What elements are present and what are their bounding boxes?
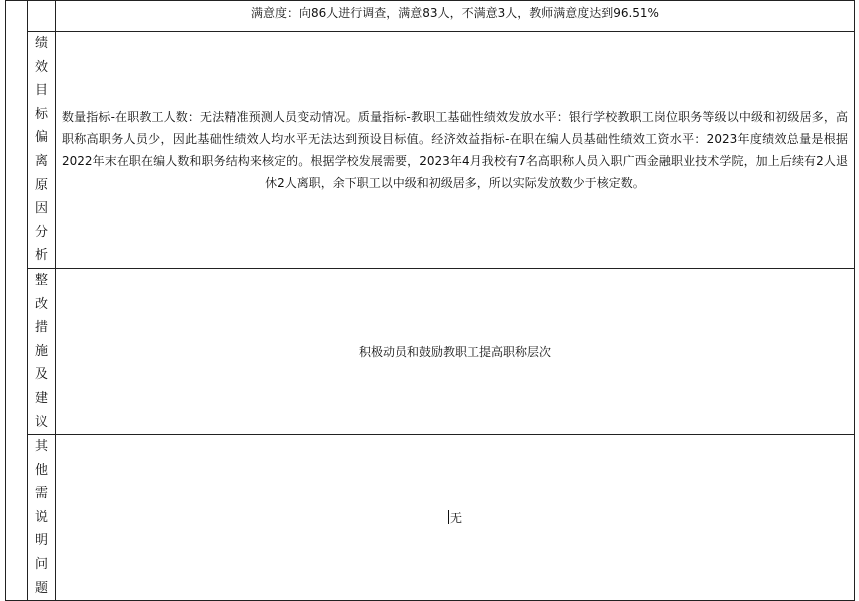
vertical-label xyxy=(28,32,55,268)
label-char: 建 xyxy=(34,390,48,406)
label-char: 目 xyxy=(34,83,48,99)
label-char: 原 xyxy=(34,177,48,193)
vertical-label xyxy=(28,269,55,434)
label-char: 明 xyxy=(34,533,48,549)
label-char: 离 xyxy=(34,153,48,169)
label-char: 整 xyxy=(34,272,48,288)
deviation-analysis-text: 数量指标-在职教工人数：无法精准预测人员变动情况。质量指标-教职工基础性绩效发放水平：银行学校教职工岗位职务等级以中级和初级居多，高职称高职务人员少，因此基础性绩效人均水平无法达到预设目标值。经济效益指标-在职在编人员基础性绩效工资水平：2023年度绩效总量是根据2022年末在职在编人数和职务结构来核定的。根据学校发展需要，2023年4月我校有7名高职称人员入职广西金融职业技术学院，加上后续有2人退休2人离职，余下职工以中级和初级居多，所以实际发放数少于核定数。 xyxy=(56,32,855,269)
label-char: 分 xyxy=(34,224,48,240)
row-label-empty xyxy=(28,1,56,32)
label-char: 偏 xyxy=(34,130,48,146)
label-char: 说 xyxy=(34,509,48,525)
label-char: 其 xyxy=(34,439,48,455)
label-char: 措 xyxy=(34,320,48,336)
label-char: 绩 xyxy=(34,36,48,51)
evaluation-table xyxy=(5,0,855,601)
table-row-deviation-analysis xyxy=(6,32,855,269)
table-row-other-issues xyxy=(6,435,855,601)
outer-empty-cell xyxy=(6,1,28,601)
other-issues-cell[interactable] xyxy=(56,435,855,601)
text-cursor xyxy=(448,510,449,524)
row-label-deviation-analysis xyxy=(28,32,56,269)
vertical-label xyxy=(28,435,55,600)
rectification-text: 积极动员和鼓励教职工提高职称层次 xyxy=(56,268,855,434)
label-char: 问 xyxy=(34,557,48,573)
label-char: 议 xyxy=(34,414,48,430)
label-char: 施 xyxy=(34,343,48,359)
label-char: 标 xyxy=(34,106,48,122)
table-row-satisfaction xyxy=(6,1,855,32)
label-char: 需 xyxy=(34,486,48,502)
label-char: 效 xyxy=(34,59,48,75)
label-char: 题 xyxy=(34,580,48,596)
label-char: 他 xyxy=(34,462,48,478)
table-row-rectification xyxy=(6,268,855,434)
label-char: 因 xyxy=(34,201,48,217)
label-char: 析 xyxy=(34,248,48,264)
row-label-rectification xyxy=(28,268,56,434)
satisfaction-text: 满意度：向86人进行调查，满意83人，不满意3人，教师满意度达到96.51% xyxy=(56,1,855,32)
label-char: 及 xyxy=(34,367,48,383)
other-issues-text: 无 xyxy=(449,510,462,525)
row-label-other-issues xyxy=(28,435,56,601)
label-char: 改 xyxy=(34,296,48,312)
